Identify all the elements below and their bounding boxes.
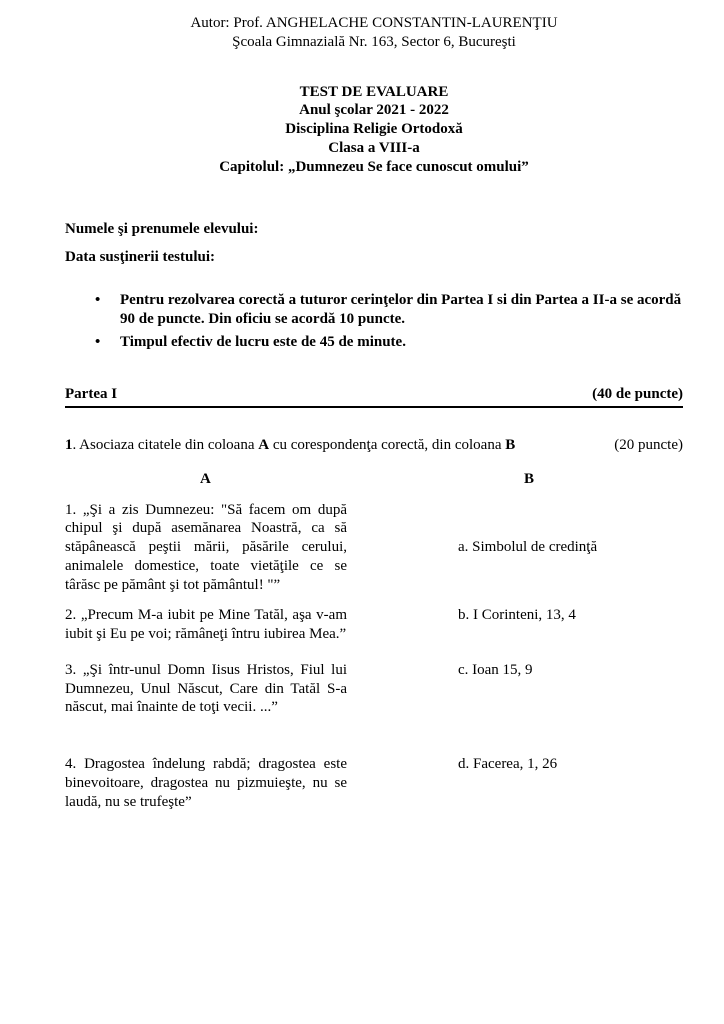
author-line: Autor: Prof. ANGHELACHE CONSTANTIN-LAURENŢIU bbox=[190, 15, 558, 31]
option-a: a. Simbolul de credinţă bbox=[458, 539, 598, 555]
test-title: TEST DE EVALUARE bbox=[299, 83, 449, 100]
quote-3: 3. „Şi într-unul Domn Iisus Hristos, Fiul lui Dumnezeu, Unul Născut, Care din Tatăl S-a născut, mai înainte de toţi vecii. ...” bbox=[65, 661, 347, 716]
question-1-text bbox=[65, 436, 515, 455]
part1-title: Partea I bbox=[65, 386, 118, 402]
column-a-header: A bbox=[200, 470, 211, 487]
question-1 bbox=[65, 436, 683, 455]
test-date-label: Data susţinerii testului: bbox=[65, 249, 215, 265]
option-c: c. Ioan 15, 9 bbox=[458, 661, 533, 678]
option-d: d. Facerea, 1, 26 bbox=[458, 756, 558, 772]
quote-1: 1. „Şi a zis Dumnezeu: "Să facem om după chipul şi după asemănarea Noastră, ca să stăpânească peştii mării, păsările cerului, animalele domestice, toate vietăţile ce se târăsc pe pământ şi tot pământul! "” bbox=[65, 501, 347, 593]
subject-line: Disciplina Religie Ortodoxă bbox=[285, 121, 463, 137]
quote-4: 4. Dragostea îndelung rabdă; dragostea este binevoitoare, dragostea nu pizmuieşte, nu se laudă, nu se trufeşte” bbox=[65, 756, 347, 810]
quote-2: 2. „Precum M-a iubit pe Mine Tatăl, aşa v-am iubit şi Eu pe voi; rămâneţi întru iubirea Mea.” bbox=[65, 607, 347, 642]
instruction-item-time: • Timpul efectiv de lucru este de 45 de minute. bbox=[120, 333, 683, 352]
instructions-list bbox=[65, 291, 683, 352]
matching-row-4 bbox=[65, 755, 683, 811]
part1-heading-row bbox=[65, 385, 683, 408]
question-1-seg1: . Asociaza citatele din coloana bbox=[72, 436, 259, 453]
student-name-label: Numele şi prenumele elevului: bbox=[65, 221, 259, 238]
matching-row-3 bbox=[65, 661, 683, 717]
option-b: b. I Corinteni, 13, 4 bbox=[458, 607, 576, 624]
chapter-line: Capitolul: „Dumnezeu Se face cunoscut omului” bbox=[219, 158, 529, 175]
question-1-points: (20 puncte) bbox=[614, 436, 683, 453]
part1-points: (40 de puncte) bbox=[592, 386, 683, 402]
question-1-number: 1 bbox=[65, 436, 73, 453]
question-1-seg2: cu corespondenţa corectă, din coloana bbox=[269, 436, 506, 453]
question-1-col-a: A bbox=[258, 436, 270, 453]
matching-rows bbox=[65, 501, 683, 812]
document-header bbox=[65, 14, 683, 52]
question-1-col-b: B bbox=[505, 436, 516, 453]
column-headers bbox=[65, 470, 683, 489]
school-year-line: Anul şcolar 2021 - 2022 bbox=[299, 102, 449, 119]
school-line: Şcoala Gimnazială Nr. 163, Sector 6, Bucureşti bbox=[232, 33, 516, 50]
matching-row-2 bbox=[65, 606, 683, 644]
instruction-item-scoring: • Pentru rezolvarea corectă a tuturor cerinţelor din Partea I si din Partea a II-a se acordă 90 de puncte. Din oficiu se acordă 10 puncte. bbox=[120, 291, 683, 329]
title-block bbox=[65, 83, 683, 177]
class-line: Clasa a VIII-a bbox=[328, 139, 420, 156]
matching-row-1 bbox=[65, 501, 683, 595]
column-b-header: B bbox=[524, 470, 535, 487]
